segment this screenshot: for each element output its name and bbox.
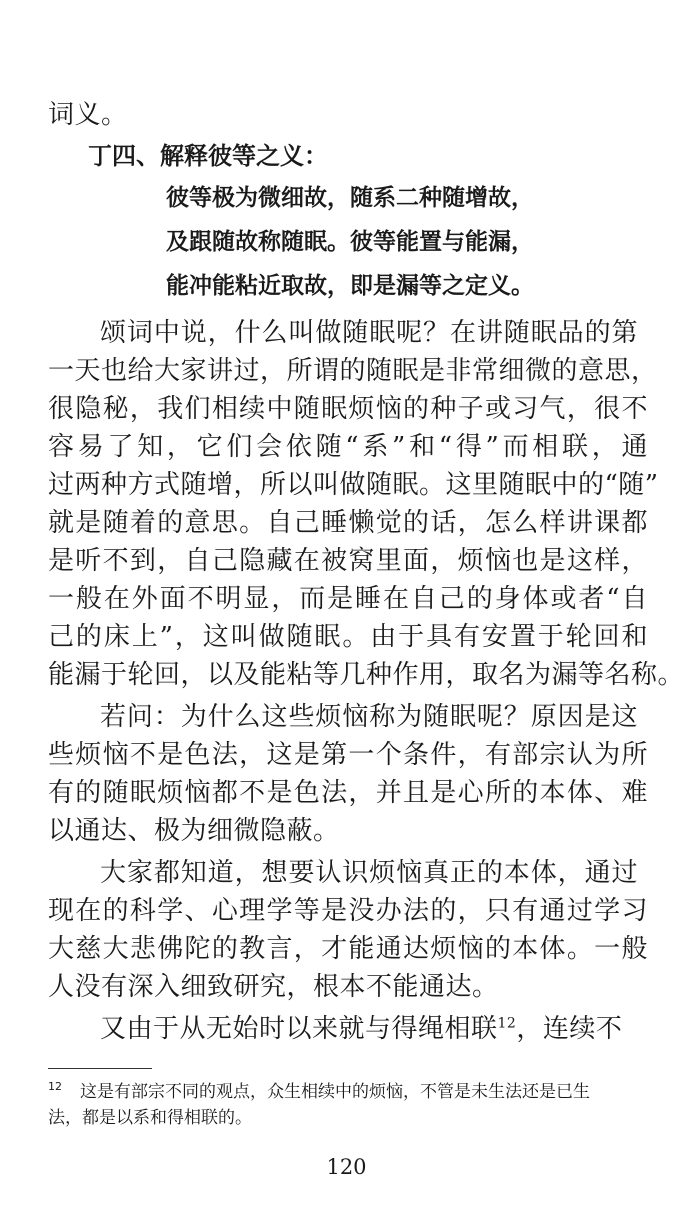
page-number: 120 bbox=[326, 1155, 367, 1179]
body-line-20 bbox=[100, 1012, 638, 1046]
body-line-3: 一天也给大家讲过，所谓的随眠是非常细微的意思， bbox=[48, 356, 658, 386]
body-line-19: 人没有深入细致研究，根本不能通达。 bbox=[48, 972, 499, 1002]
body-line-16: 大家都知道，想要认识烦恼真正的本体，通过 bbox=[100, 858, 638, 888]
body-line-9: 一般在外面不明显，而是睡在自己的身体或者“自 bbox=[48, 584, 648, 614]
footnote-ref[interactable]: 12 bbox=[497, 1015, 517, 1032]
body-line-20-tail: ，连续不 bbox=[516, 1014, 623, 1044]
verse-line-3: 能冲能粘近取故，即是漏等之定义。 bbox=[166, 273, 534, 299]
body-line-18: 大慈大悲佛陀的教言，才能通达烦恼的本体。一般 bbox=[48, 934, 648, 964]
body-line-11: 能漏于轮回，以及能粘等几种作用，取名为漏等名称。 bbox=[48, 660, 685, 690]
body-line-12: 若问：为什么这些烦恼称为随眠呢？原因是这 bbox=[100, 702, 638, 732]
body-line-13: 些烦恼不是色法，这是第一个条件，有部宗认为所 bbox=[48, 740, 648, 770]
body-line-20-text: 又由于从无始时以来就与得绳相联 bbox=[100, 1014, 498, 1044]
body-line-10: 己的床上”，这叫做随眠。由于具有安置于轮回和 bbox=[48, 622, 648, 652]
footnote-divider bbox=[48, 1068, 152, 1069]
body-line-8: 是听不到，自己隐藏在被窝里面，烦恼也是这样， bbox=[48, 546, 648, 576]
body-line-2: 颂词中说，什么叫做随眠呢？在讲随眠品的第 bbox=[100, 318, 638, 348]
body-line-15: 以通达、极为细微隐蔽。 bbox=[48, 816, 340, 846]
body-line-5: 容易了知，它们会依随“系”和“得”而相联，通 bbox=[48, 432, 648, 462]
body-line-14: 有的随眠烦恼都不是色法，并且是心所的本体、难 bbox=[48, 778, 648, 808]
section-heading: 丁四、解释彼等之义： bbox=[88, 142, 328, 170]
verse-line-2: 及跟随故称随眠。彼等能置与能漏， bbox=[166, 229, 534, 255]
footnote-line-2: 法，都是以系和得相联的。 bbox=[48, 1108, 252, 1128]
body-line-6: 过两种方式随增，所以叫做随眠。这里随眠中的“随” bbox=[48, 470, 659, 500]
body-line-7: 就是随着的意思。自己睡懒觉的话，怎么样讲课都 bbox=[48, 508, 648, 538]
body-line-17: 现在的科学、心理学等是没办法的，只有通过学习 bbox=[48, 896, 648, 926]
footnote-line-1 bbox=[48, 1080, 648, 1104]
body-line-1: 词义。 bbox=[48, 100, 128, 130]
body-line-4: 很隐秘，我们相续中随眠烦恼的种子或习气，很不 bbox=[48, 394, 648, 424]
footnote-number: 12 bbox=[48, 1080, 62, 1094]
verse-line-1: 彼等极为微细故，随系二种随增故， bbox=[166, 185, 534, 211]
footnote-text-1: 这是有部宗不同的观点，众生相续中的烦恼，不管是未生法还是已生 bbox=[80, 1082, 590, 1102]
